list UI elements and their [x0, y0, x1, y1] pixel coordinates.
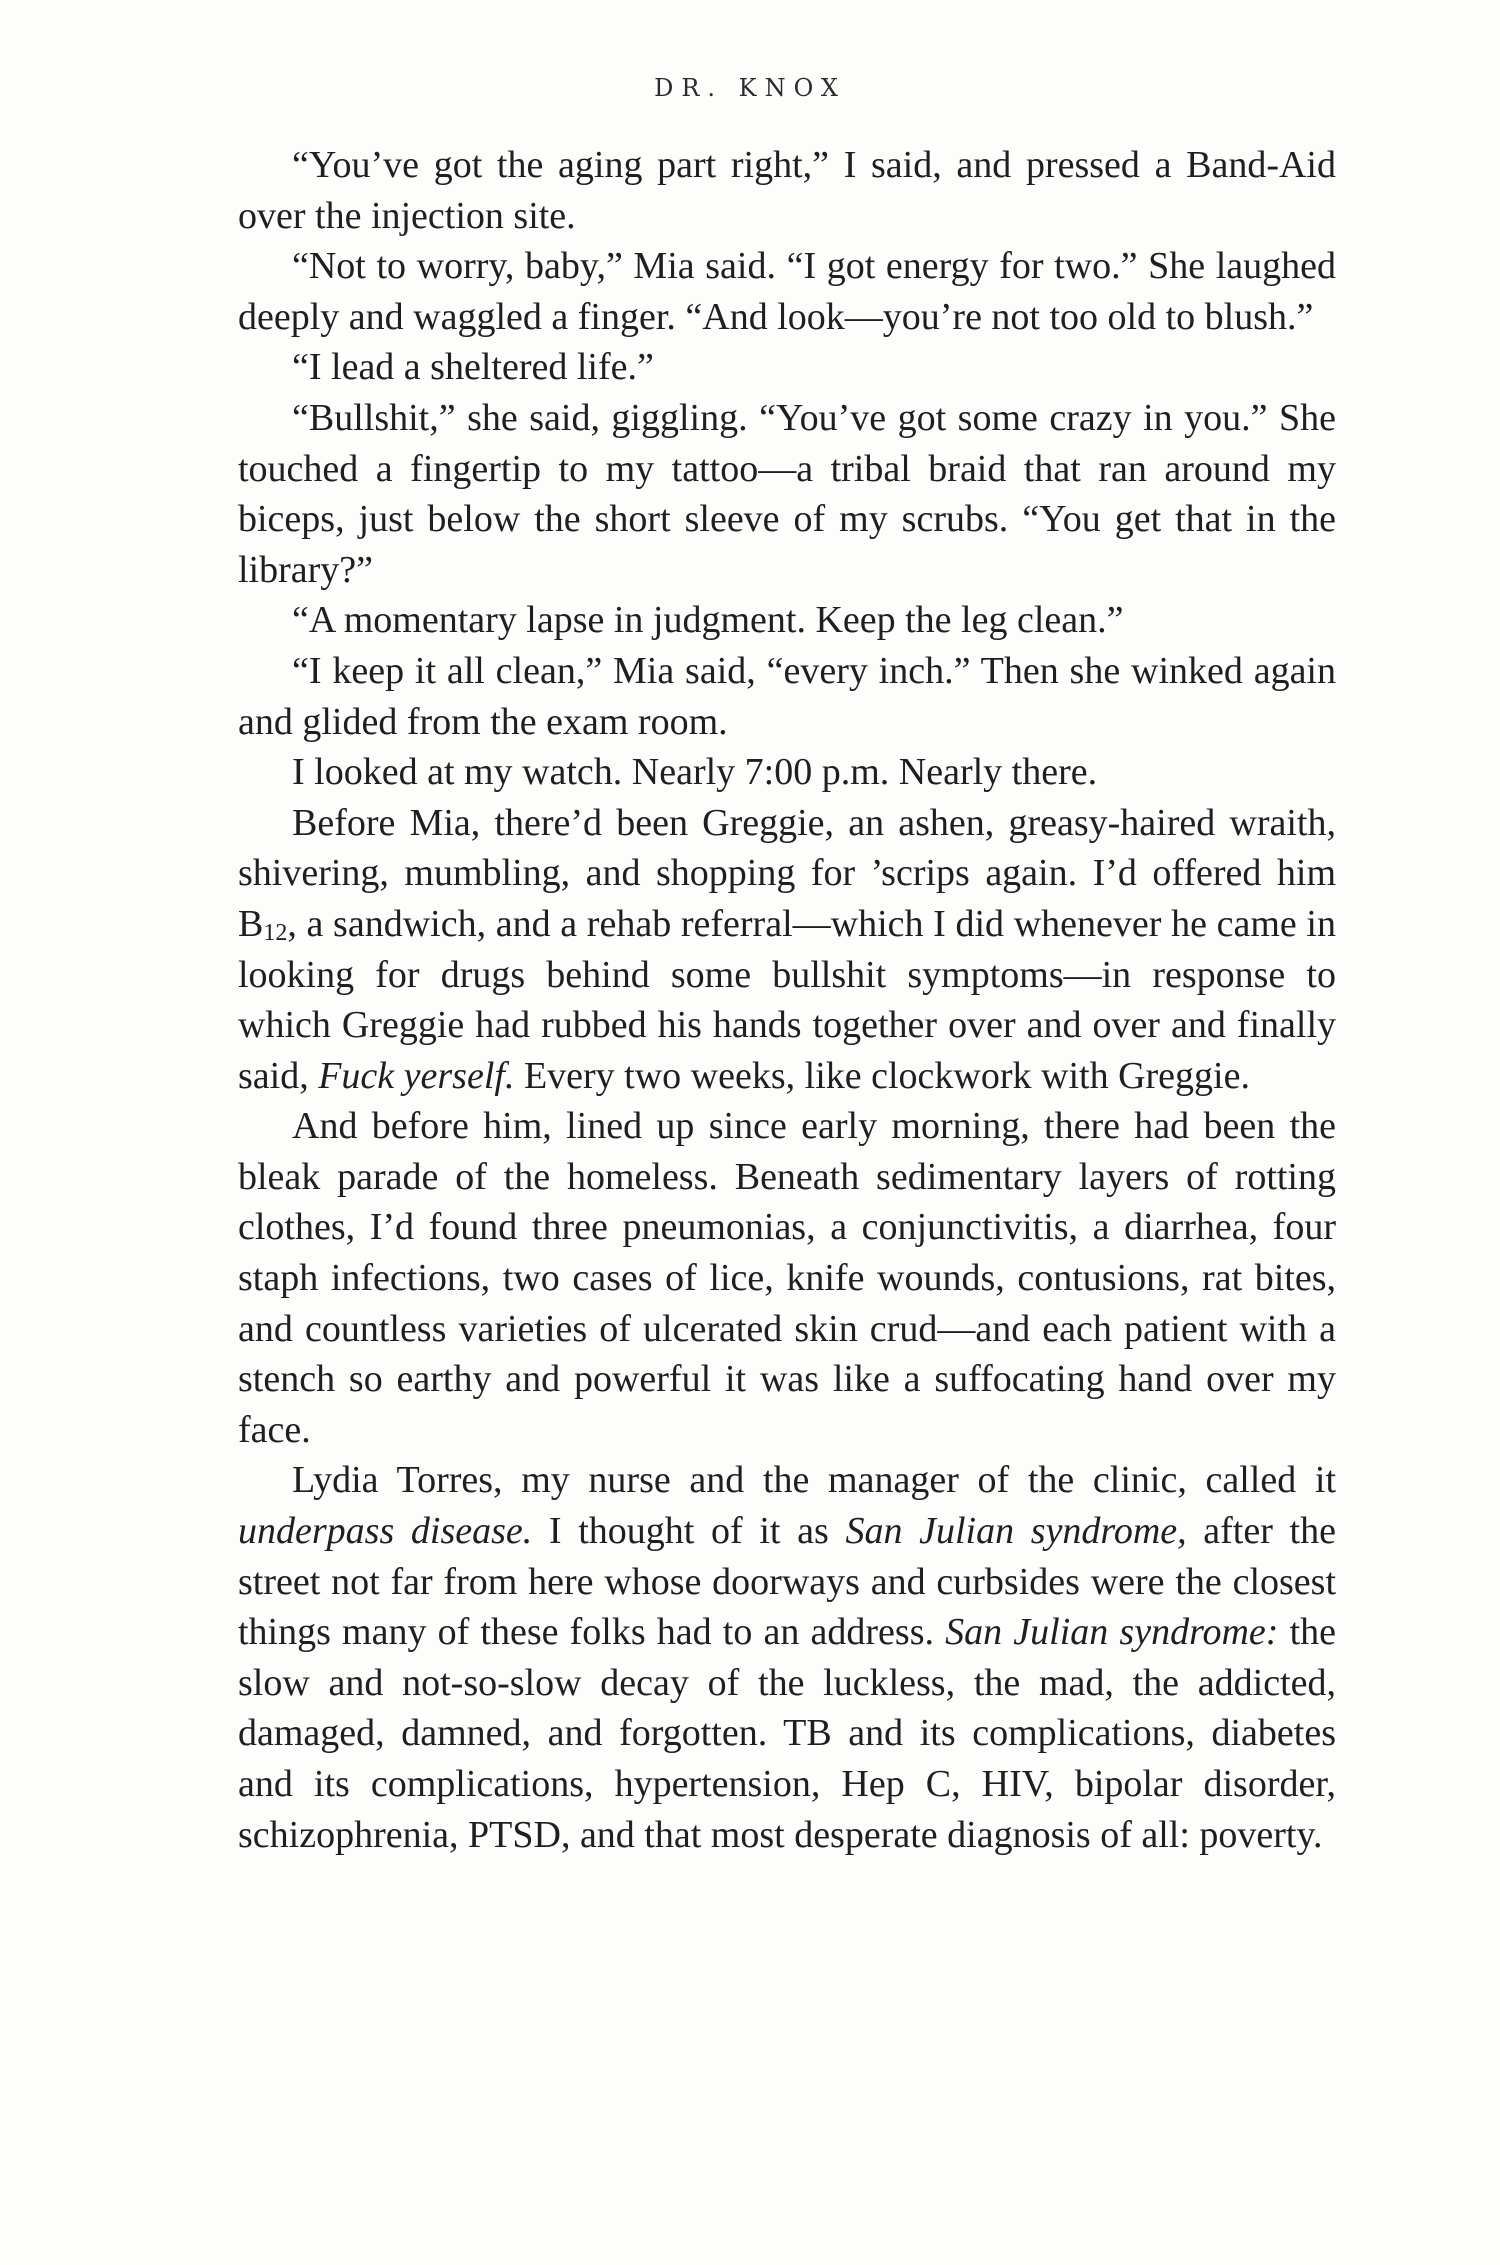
- paragraph-8-italic: Fuck yerself.: [318, 1054, 515, 1097]
- paragraph-8-text-a: Before Mia, there’d been Greggie, an ashen, greasy-haired wraith, shivering, mumbling, and shopping for ’scrips again. I’d offered him B: [238, 801, 1336, 945]
- paragraph-4: “Bullshit,” she said, giggling. “You’ve got some crazy in you.” She touched a fingertip to my tattoo—a tribal braid that ran around my biceps, just below the short sleeve of my scrubs. “You get that in the library?”: [238, 396, 1336, 591]
- paragraph-10-text-d: the slow and not-so-slow decay of the luckless, the mad, the addicted, damaged, damned, and forgotten. TB and its complications, diabetes and its complications, hypertension, Hep C, HIV, bipolar disorder, schizophrenia, PTSD, and that most desperate diagnosis of all: poverty.: [238, 1611, 1336, 1856]
- paragraph-10-text-b: I thought of it as: [532, 1510, 846, 1553]
- paragraph-8: [238, 798, 1336, 1102]
- vitamin-subscript: 12: [263, 919, 288, 946]
- paragraph-9: And before him, lined up since early morning, there had been the bleak parade of the homeless. Beneath sedimentary layers of rotting clothes, I’d found three pneumonias, a conjunctivitis, a diarrhea, four staph infections, two cases of lice, knife wounds, contusions, rat bites, and countless varieties of ulcerated skin crud—and each patient with a stench so earthy and powerful it was like a suffocating hand over my face.: [238, 1105, 1336, 1451]
- paragraph-10-italic-3: San Julian syndrome:: [945, 1611, 1279, 1654]
- paragraph-6: “I keep it all clean,” Mia said, “every inch.” Then she winked again and glided from the exam room.: [238, 649, 1336, 743]
- paragraph-10-text-a: Lydia Torres, my nurse and the manager of the clinic, called it: [292, 1459, 1336, 1502]
- paragraph-10-italic-2: San Julian syndrome,: [845, 1510, 1187, 1553]
- paragraph-1: “You’ve got the aging part right,” I said, and pressed a Band-Aid over the injection site.: [238, 144, 1336, 237]
- running-head: DR. KNOX: [654, 74, 846, 102]
- paragraph-10-italic-1: underpass disease.: [238, 1510, 533, 1553]
- paragraph-8-text-c: Every two weeks, like clockwork with Greggie.: [514, 1054, 1250, 1097]
- paragraph-3: “I lead a sheltered life.”: [292, 346, 654, 389]
- paragraph-10-text-c: after the street not far from here whose doorways and curbsides were the closest things many of these folks had to an address.: [238, 1510, 1336, 1654]
- paragraph-10: [238, 1455, 1336, 1860]
- paragraph-7: I looked at my watch. Nearly 7:00 p.m. Nearly there.: [292, 751, 1098, 794]
- paragraph-8-text-b: , a sandwich, and a rehab referral—which I did whenever he came in looking for drugs behind some bullshit symptoms—in response to which Greggie had rubbed his hands together over and over and finally said,: [238, 902, 1336, 1097]
- paragraph-5: “A momentary lapse in judgment. Keep the leg clean.”: [292, 599, 1124, 642]
- paragraph-2: “Not to worry, baby,” Mia said. “I got energy for two.” She laughed deeply and waggled a finger. “And look—you’re not too old to blush.”: [238, 245, 1336, 338]
- body-text: [238, 140, 1336, 1860]
